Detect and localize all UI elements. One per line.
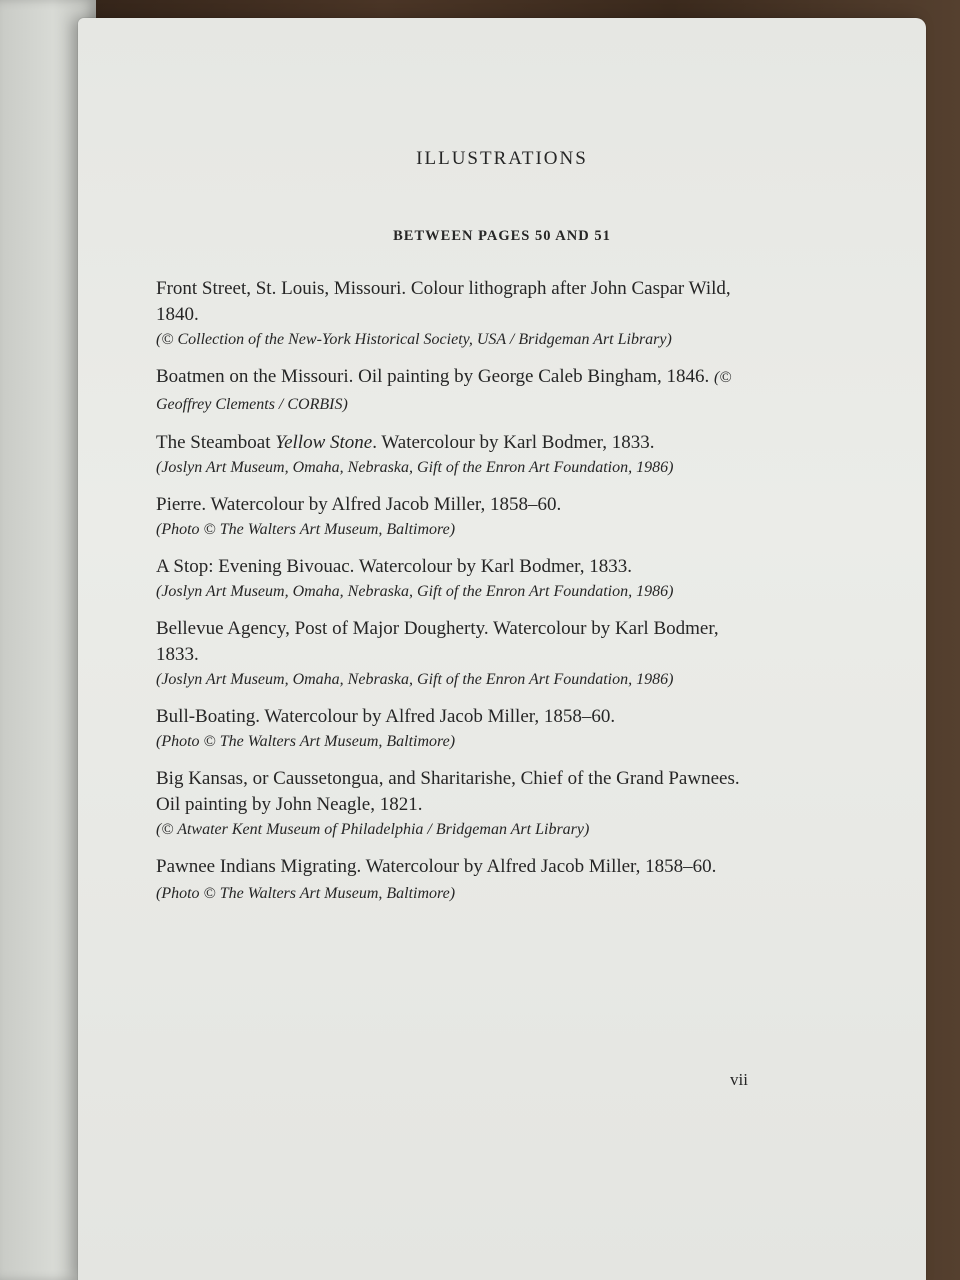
list-item (156, 704, 756, 754)
list-item (156, 766, 756, 842)
page-title: ILLUSTRATIONS (416, 148, 588, 169)
entry-credit: (Photo © The Walters Art Museum, Baltimore) (156, 885, 456, 902)
entry-caption-text: The Steamboat (156, 432, 276, 453)
list-item (156, 492, 756, 542)
entry-caption: Pierre. Watercolour by Alfred Jacob Miller, 1858–60. (156, 494, 562, 515)
page-number: vii (730, 1070, 748, 1089)
section-heading: BETWEEN PAGES 50 AND 51 (393, 228, 611, 244)
entry-caption: Bull-Boating. Watercolour by Alfred Jacob Miller, 1858–60. (156, 706, 616, 727)
entry-caption: Front Street, St. Louis, Missouri. Colour lithograph after John Caspar Wild, 1840. (156, 278, 731, 325)
entry-caption (156, 364, 756, 418)
entry-credit: (Joslyn Art Museum, Omaha, Nebraska, Gift of the Enron Art Foundation, 1986) (156, 583, 674, 600)
list-item (156, 276, 756, 352)
entry-credit: (© Collection of the New-York Historical Society, USA / Bridgeman Art Library) (156, 331, 672, 348)
list-item (156, 854, 756, 907)
list-item (156, 364, 756, 418)
entry-credit: (Photo © The Walters Art Museum, Baltimore) (156, 733, 456, 750)
entry-caption: A Stop: Evening Bivouac. Watercolour by Karl Bodmer, 1833. (156, 556, 632, 577)
entry-caption-text: . Watercolour by Karl Bodmer, 1833. (372, 432, 655, 453)
entry-credit: (Joslyn Art Museum, Omaha, Nebraska, Gift of the Enron Art Foundation, 1986) (156, 671, 674, 688)
entry-credit: (Joslyn Art Museum, Omaha, Nebraska, Gift of the Enron Art Foundation, 1986) (156, 459, 674, 476)
entry-caption: Big Kansas, or Caussetongua, and Sharitarishe, Chief of the Grand Pawnees. Oil painting by John Neagle, 1821. (156, 768, 740, 815)
entry-caption-text: Pawnee Indians Migrating. Watercolour by Alfred Jacob Miller, 1858–60. (156, 856, 717, 877)
vessel-name: Yellow Stone (275, 432, 373, 453)
entry-caption (156, 430, 756, 456)
list-item (156, 430, 756, 480)
list-item (156, 554, 756, 604)
entry-credit: (© Geoffrey Clements / CORBIS) (156, 369, 732, 413)
entry-caption (156, 854, 756, 907)
book-page (78, 18, 926, 1280)
entry-credit: (© Atwater Kent Museum of Philadelphia / Bridgeman Art Library) (156, 821, 590, 838)
entry-credit: (Photo © The Walters Art Museum, Baltimore) (156, 521, 456, 538)
list-item (156, 616, 756, 692)
entry-caption-text: Boatmen on the Missouri. Oil painting by George Caleb Bingham, 1846. (156, 366, 710, 387)
illustration-list (156, 276, 756, 919)
entry-caption: Bellevue Agency, Post of Major Dougherty. Watercolour by Karl Bodmer, 1833. (156, 618, 719, 665)
